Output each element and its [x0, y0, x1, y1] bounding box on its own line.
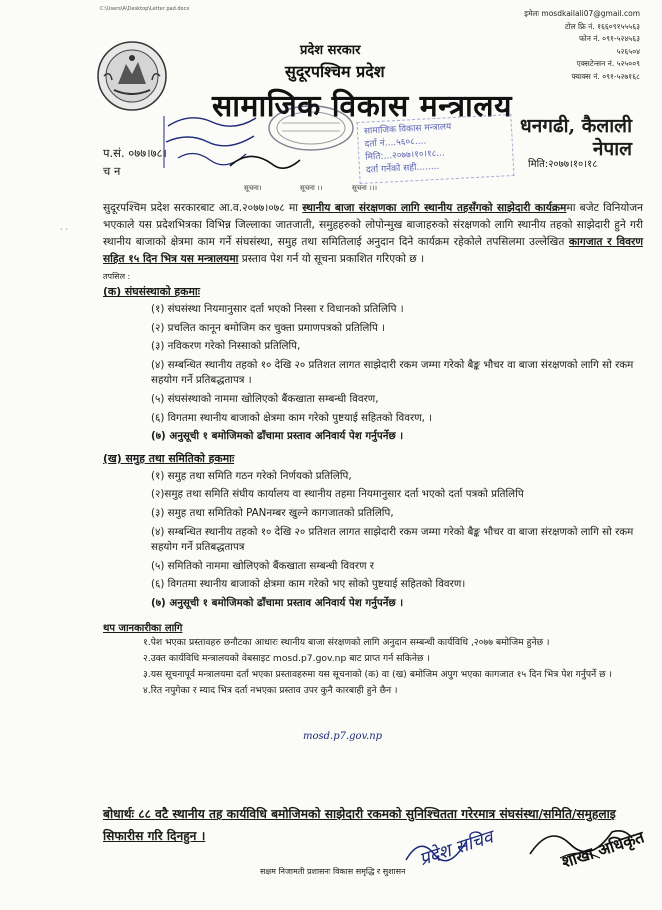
handwritten-annotations	[160, 108, 310, 184]
list-item: (६) विगतमा स्थानीय बाजाको क्षेत्रमा काम गरेको भए सोको पुष्टयाई सहितको विवरण।	[151, 578, 466, 591]
intro-paragraph	[103, 200, 643, 268]
location-country: नेपाल	[592, 138, 632, 160]
section-kha-list	[103, 469, 643, 612]
list-item: (५) संघसंस्थाको नाममा खोलिएको बैंकखाता सम्बन्धी विवरण,	[151, 392, 379, 405]
registration-stamp	[356, 114, 514, 184]
notice-mark-2: सूचना ।।	[300, 184, 323, 192]
list-item: (२)समुह तथा समिति संघीय कार्यालय वा स्थानीय तहमा नियमानुसार दर्ता भएको दर्ता पत्रको प्रतिलिपि	[151, 488, 524, 501]
section-ka-heading: (क) संघसंस्थाको हकमाः	[103, 285, 200, 298]
secretary-title: प्रदेश सचिव	[416, 826, 496, 871]
contact-fax: फ्याक्स नं. ०९१-५२७१६८	[571, 71, 640, 81]
stamp-signature-line: दर्ता गर्नेको सही........	[365, 161, 440, 176]
list-item: २.उक्त कार्यविधि मन्त्रालयको वेबसाइट mosd.p7.gov.np बाट प्राप्त गर्न सकिनेछ ।	[143, 652, 430, 664]
letter-date: मिति:२०७७।१०।१८	[528, 159, 598, 170]
notice-mark-3: सूचना ।।।	[352, 184, 378, 192]
list-item: (१) समुह तथा समिति गठन गरेको निर्णयको प्रतिलिपि,	[151, 469, 352, 482]
list-item: ३.यस सूचनापूर्व मन्त्रालयमा दर्ता भएका प्रस्तावहरुमा यस सूचनाको (क) वा (ख) बमोजिम अपुग भएका कागजात १५ दिन भित्र पेश गर्नुपर्ने छ ।	[143, 668, 612, 680]
list-item: (४) सम्बन्धित स्थानीय तहको १० देखि २० प्रतिशत लागत साझेदारी रकम जम्मा गरेको बैङ्क भौचर वा बाजा संरक्षणको लागि सो रकम सहयोग गर्ने प्रतिबद्धतापत्र	[151, 525, 634, 554]
government-title: प्रदेश सरकार	[300, 43, 361, 58]
stamp-title: सामाजिक विकास मन्त्रालय	[363, 122, 452, 137]
documents-deadline: कागजात र विवरण सहित १५ दिन भित्र यस मन्त्रालयमा	[103, 236, 643, 265]
list-item: (७) अनुसूची १ बमोजिमको ढाँचामा प्रस्ताव अनिवार्य पेश गर्नुपर्नेछ ।	[151, 596, 404, 609]
list-item: (३) नविकरण गरेको निस्साको प्रतिलिपि,	[151, 340, 301, 353]
reference-number: प.सं. ०७७।७८।	[103, 146, 167, 160]
list-item: १.पेश भएका प्रस्तावहरु छनौटका आधारः स्थानीय बाजा संरक्षणको लागि अनुदान सम्बन्धी कार्यविधि ,२०७७ बमोजिम हुनेछ ।	[143, 636, 550, 648]
file-path: C:\Users\A\Desktop\Letter pad.docx	[100, 6, 190, 12]
contact-phone: फोन नं. ०९१-५२४५६३	[578, 34, 640, 44]
bodharth-text: बोधार्थः ८८ वटै स्थानीय तह कार्यविधि बमोजिमको साझेदारी रकमको सुनिश्चितता गरेरमात्र संघसंस्था/समिति/समुहलाइ सिफारीस गरि दिनहुन ।	[103, 807, 616, 843]
letter-body	[103, 200, 643, 700]
intro-middle: मा बजेट विनियोजन भएकाले यस प्रदेशभित्रका विभिन्न जिल्लाका जातजाती, समुहहरुको लोपोन्मुख बाजाहरुको संरक्षणको लागि स्थानीय तहको साझेदारी हुने गरी स्थानीय बाजाको क्षेत्रमा काम गर्ने संघसंस्था, समुह तथा समितिलाई अनुदान दिने कार्यक्रम रहेकोले तपसिलमा उल्लेखित	[103, 202, 643, 248]
stamp-reg-no: दर्ता नं....५६०८....	[364, 136, 427, 150]
list-item: (४) सम्बन्धित स्थानीय तहको १० देखि २० प्रतिशत लागत साझेदारी रकम जम्मा गरेको बैङ्क भौचर वा बाजा संरक्षणको लागि सो रकम सहयोग गर्ने प्रतिबद्धतापत्र ।	[151, 358, 634, 387]
stamp-date: मिति:...२०७७।१०।१८...	[365, 148, 446, 163]
more-info-heading: थप जानकारीका लागि	[103, 622, 183, 634]
contact-tollfree: टोल फ्रि नं. १६६०९१५५५६३	[564, 21, 640, 31]
margin-dots: · ·	[60, 225, 68, 234]
contact-phone-2: ५२६५०४	[616, 46, 640, 56]
more-info-list	[103, 636, 643, 698]
contact-extension: एक्सटेन्सन नं. ५२५००९	[576, 59, 640, 69]
nepal-emblem-icon	[96, 40, 168, 112]
list-item: (३) समुह तथा समितिको PANनम्बर खुल्ने कागजातको प्रतिलिपि,	[151, 506, 394, 519]
list-item: (५) समितिको नाममा खोलिएको बैंकखाता सम्बन्धी विवरण र	[151, 559, 375, 572]
list-item: ४.रित नपुगेका र म्याद भित्र दर्ता नभएका प्रस्ताव उपर कुनै कारबाही हुने छैन ।	[143, 684, 398, 696]
province-title: सुदूरपश्चिम प्रदेश	[285, 62, 385, 81]
location-city: धनगढी, कैलाली	[520, 115, 632, 137]
list-item: (१) संघसंस्था नियमानुसार दर्ता भएको निस्सा र विधानको प्रतिलिपि ।	[151, 303, 404, 315]
list-item: (६) विगतमा स्थानीय बाजाको क्षेत्रमा काम गरेको पुष्टयाई सहितको विवरण, ।	[151, 411, 433, 424]
tapsil-label: तपसिल :	[103, 272, 131, 281]
program-name: स्थानीय बाजा संरक्षणका लागि स्थानीय तहसँगको साझेदारी कार्यक्रम	[302, 202, 567, 214]
section-kha-heading: (ख) समुह तथा समितिको हकमाः	[103, 451, 235, 465]
contact-email: इमेलः mosdkailali07@gmail.com	[524, 9, 640, 18]
intro-end: प्रस्ताव पेश गर्न यो सूचना प्रकाशित गरिएको छ ।	[238, 253, 425, 265]
footer-slogan: सक्षम निजामती प्रशासनः विकास समृद्धि र सुशासन	[260, 867, 406, 876]
notice-mark-1: सूचना।	[244, 184, 262, 192]
intro-start: सुदूरपश्चिम प्रदेश सरकारबाट आ.व.२०७७।०७८ मा	[103, 202, 303, 214]
list-item: (२) प्रचलित कानून बमोजिम कर चुक्ता प्रमाणपत्रको प्रतिलिपि ।	[151, 321, 386, 334]
officer-title: शाखा अधिकृत	[559, 827, 647, 872]
section-ka-list	[103, 302, 643, 445]
ministry-title: सामाजिक विकास मन्त्रालय	[212, 89, 513, 124]
dispatch-number: च न	[103, 164, 121, 178]
contact-block	[524, 8, 640, 84]
list-item: (७) अनुसूची १ बमोजिमको ढाँचामा प्रस्ताव अनिवार्य पेश गर्नुपर्नेछ ।	[151, 430, 404, 443]
handwritten-website: mosd.p7.gov.np	[303, 731, 383, 742]
